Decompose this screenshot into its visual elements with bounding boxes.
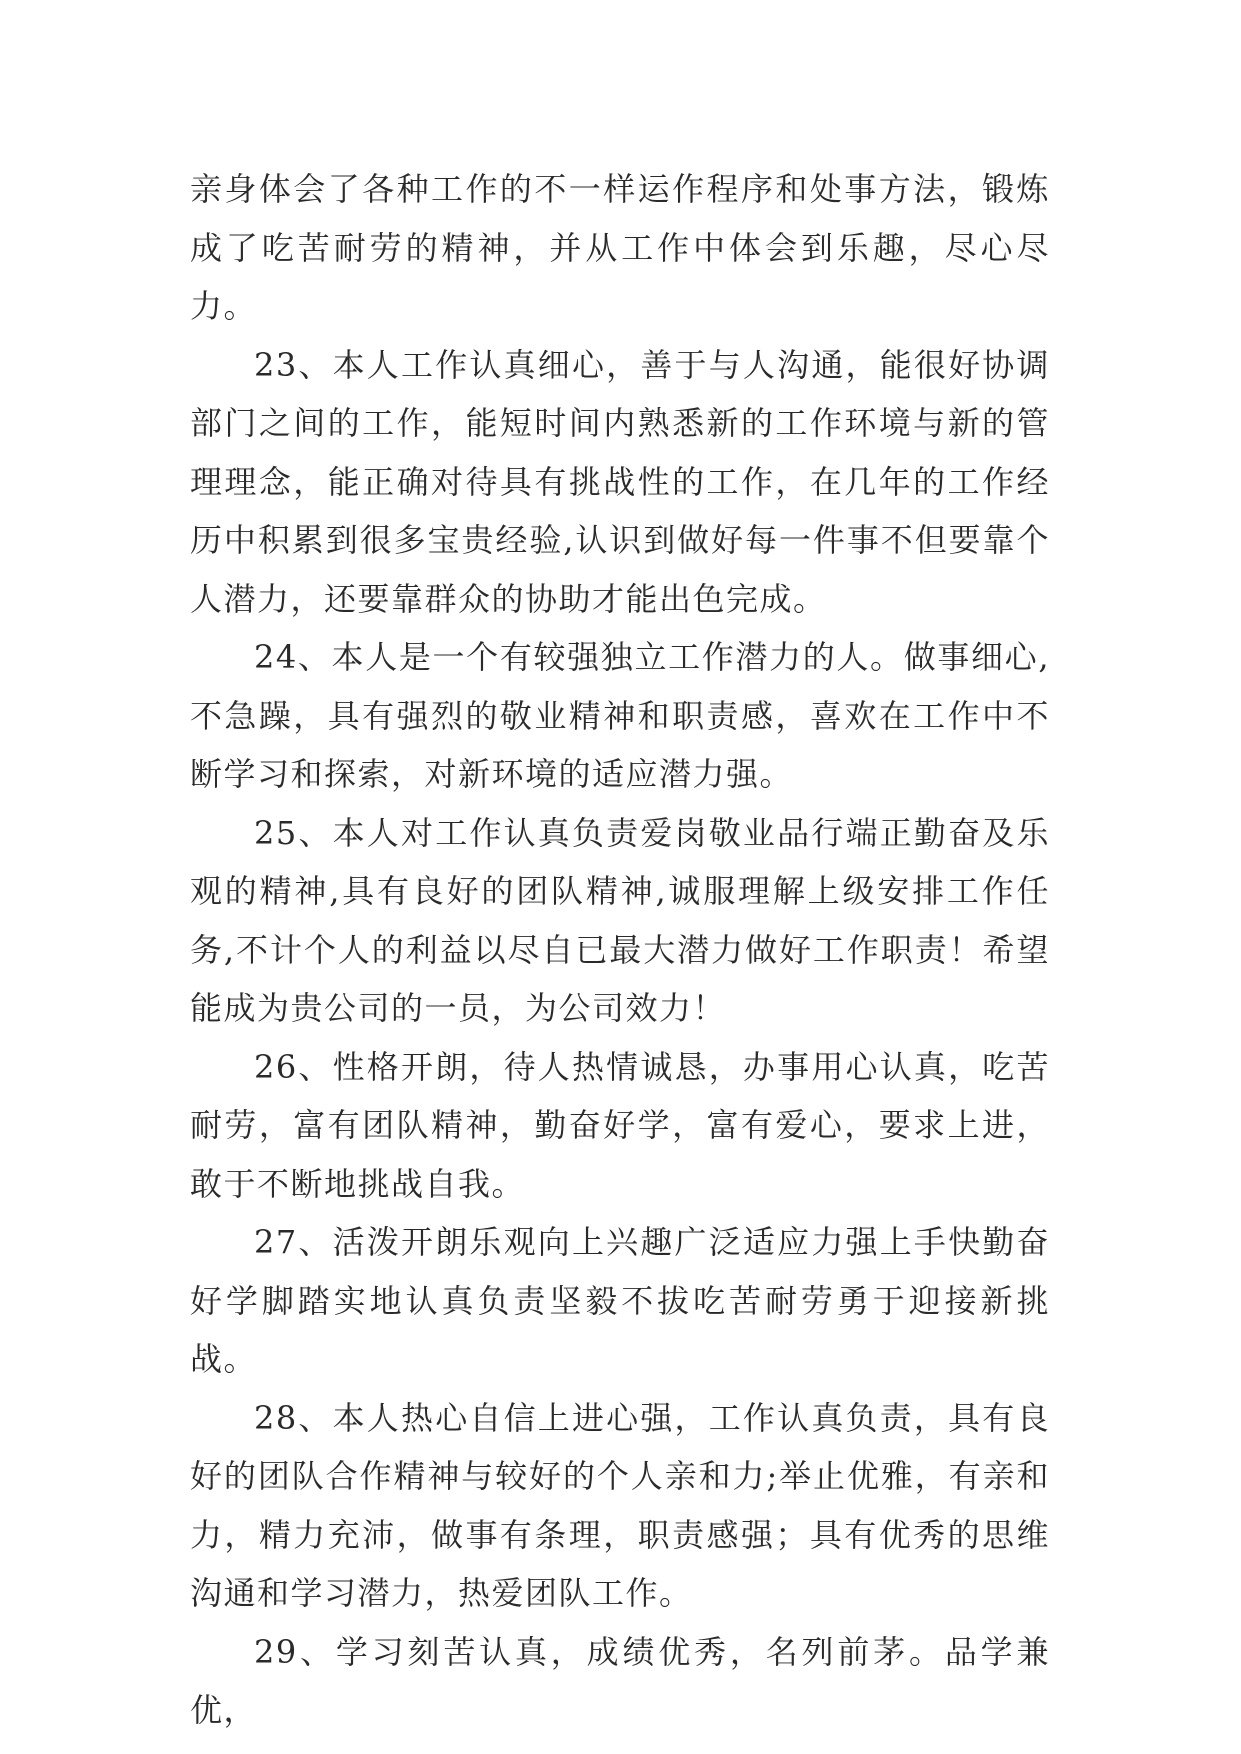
paragraph-28: 28、本人热心自信上进心强，工作认真负责，具有良好的团队合作精神与较好的个人亲和力;举止优雅，有亲和力，精力充沛，做事有条理，职责感强；具有优秀的思维沟通和学习潜力，热爱团队工作。 [190,1398,1050,1612]
paragraph-29: 29、学习刻苦认真，成绩优秀，名列前茅。品学兼优， [190,1632,1050,1729]
paragraph-27: 27、活泼开朗乐观向上兴趣广泛适应力强上手快勤奋好学脚踏实地认真负责坚毅不拔吃苦耐劳勇于迎接新挑战。 [190,1223,1050,1378]
paragraph-continuation: 亲身体会了各种工作的不一样运作程序和处事方法，锻炼成了吃苦耐劳的精神，并从工作中体会到乐趣，尽心尽力。 [190,170,1050,325]
paragraph-26: 26、性格开朗，待人热情诚恳，办事用心认真，吃苦耐劳，富有团队精神，勤奋好学，富有爱心，要求上进，敢于不断地挑战自我。 [190,1047,1050,1203]
paragraph-25: 25、本人对工作认真负责爱岗敬业品行端正勤奋及乐观的精神,具有良好的团队精神,诚服理解上级安排工作任务,不计个人的利益以尽自已最大潜力做好工作职责！希望能成为贵公司的一员，为公司效力！ [190,813,1050,1027]
paragraph-23: 23、本人工作认真细心，善于与人沟通，能很好协调部门之间的工作，能短时间内熟悉新的工作环境与新的管理理念，能正确对待具有挑战性的工作，在几年的工作经历中积累到很多宝贵经验,认识到做好每一件事不但要靠个人潜力，还要靠群众的协助才能出色完成。 [190,345,1050,618]
paragraph-24: 24、本人是一个有较强独立工作潜力的人。做事细心,不急躁，具有强烈的敬业精神和职责感，喜欢在工作中不断学习和探索，对新环境的适应潜力强。 [190,638,1050,793]
document-body [190,160,1050,1740]
